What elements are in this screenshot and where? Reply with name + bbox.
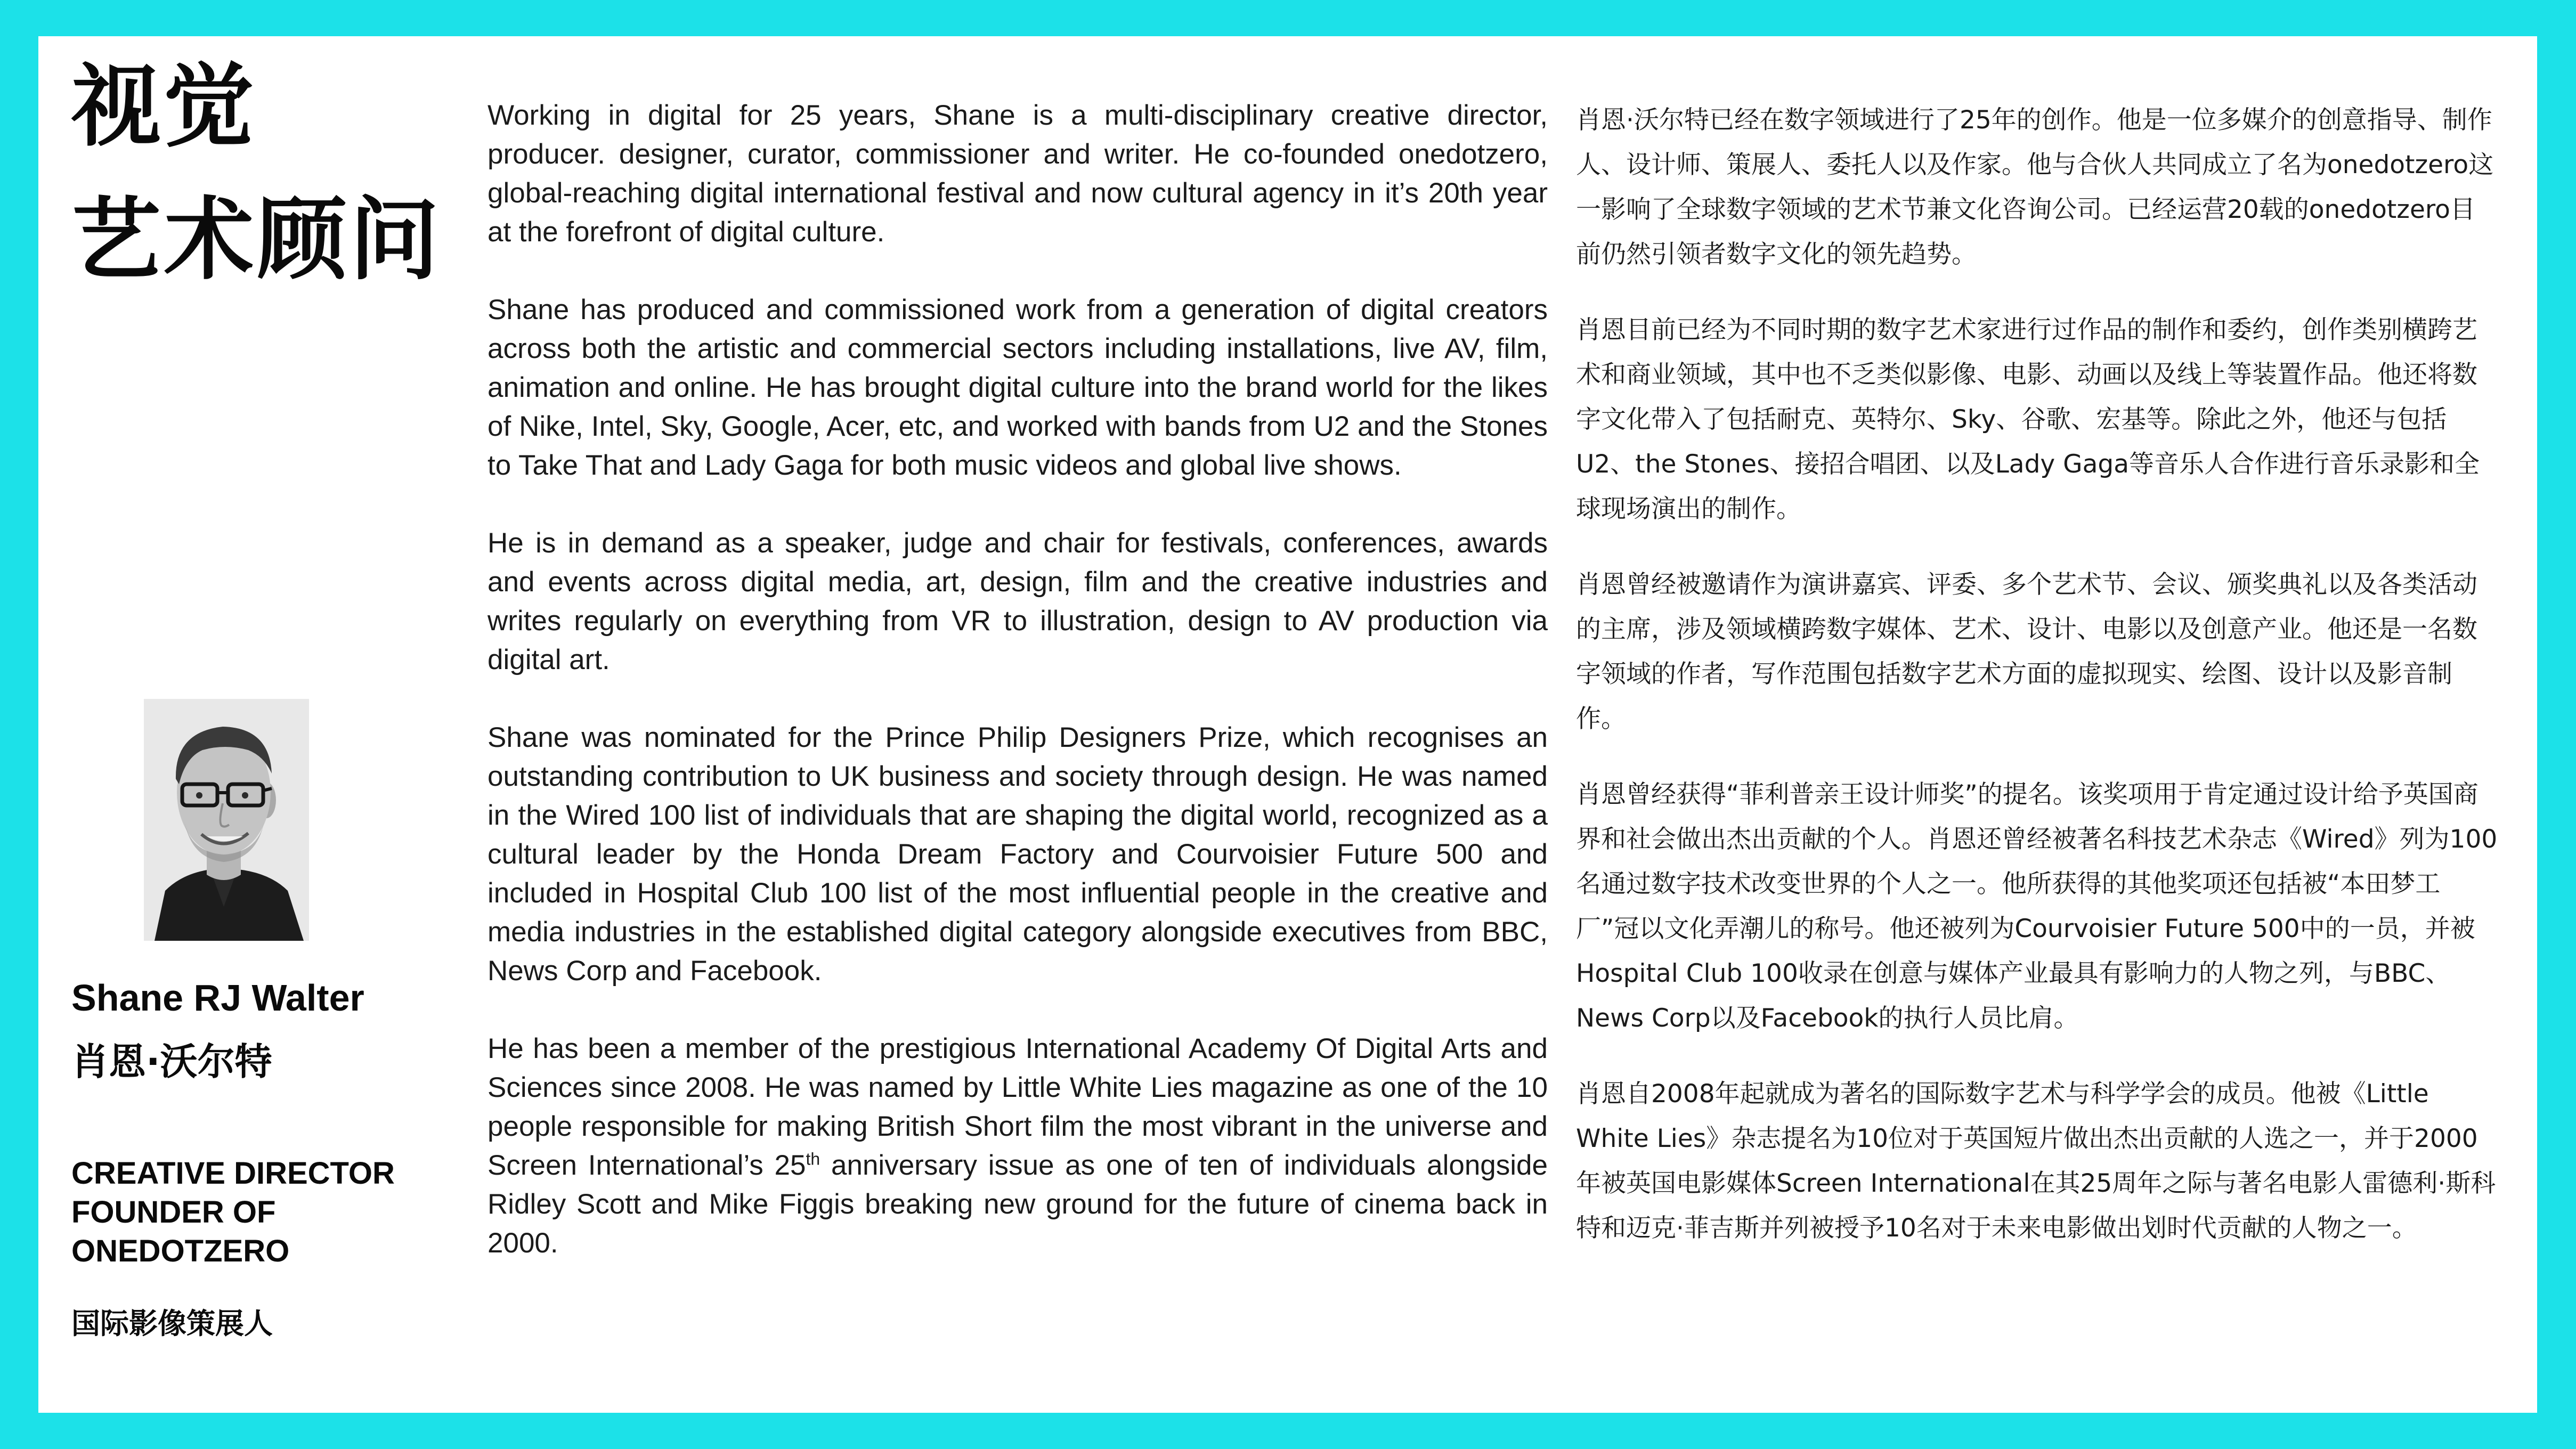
bio-en-p5-text-a: He has been a member of the prestigious International Academy Of Digital Arts and Sciences since 2008. He was named by Little White Lies magazine as one of the 10 people responsible for making British Short film the most vibrant in the universe and Screen International’s 25	[487, 1033, 1548, 1181]
role-list-en	[71, 1154, 395, 1271]
profile-photo	[144, 699, 309, 941]
role-line: FOUNDER OF	[71, 1195, 276, 1230]
page-title-line-2: 艺术顾问	[71, 188, 442, 292]
bio-cn-paragraph-5: 肖恩自2008年起就成为著名的国际数字艺术与科学学会的成员。他被《Little White Lies》杂志提名为10位对于英国短片做出杰出贡献的人选之一，并于2000年被英国电影媒体Screen International在其25周年之际与著名电影人雷德利·斯科特和迈克·菲吉斯并列被授予10名对于未来电影做出划时代贡献的人物之一。	[1576, 1079, 2496, 1243]
role-cn: 国际影像策展人	[71, 1307, 273, 1340]
bio-en-paragraph-1: Working in digital for 25 years, Shane is a multi-disciplinary creative director, producer. designer, curator, commissioner and writer. He co-founded onedotzero, global-reaching digital international festival and now cultural agency in it’s 20th year at the forefront of digital culture.	[487, 100, 1548, 248]
role-line: ONEDOTZERO	[71, 1234, 290, 1268]
person-name-en: Shane RJ Walter	[71, 977, 364, 1019]
portrait-illustration	[144, 699, 309, 941]
ordinal-suffix: th	[806, 1149, 820, 1169]
bio-en-paragraph-3: He is in demand as a speaker, judge and chair for festivals, conferences, awards and events across digital media, art, design, film and the creative industries and writes regularly on everything from VR to illustration, design to AV production via digital art.	[487, 527, 1548, 675]
bio-en-paragraph-4: Shane was nominated for the Prince Philip Designers Prize, which recognises an outstanding contribution to UK business and society through design. He was named in the Wired 100 list of individuals that are shaping the digital world, recognized as a cultural leader by the Honda Dream Factory and Courvoisier Future 500 and included in Hospital Club 100 list of the most influential people in the creative and media industries in the established digital category alongside executives from BBC, News Corp and Facebook.	[487, 722, 1548, 987]
bio-cn-paragraph-4: 肖恩曾经获得“菲利普亲王设计师奖”的提名。该奖项用于肯定通过设计给予英国商界和社会做出杰出贡献的个人。肖恩还曾经被著名科技艺术杂志《Wired》列为100名通过数字技术改变世界的个人之一。他所获得的其他奖项还包括被“本田梦工厂”冠以文化弄潮儿的称号。他还被列为Courvoisier Future 500中的一员，并被Hospital Club 100收录在创意与媒体产业最具有影响力的人物之列，与BBC、 News Corp以及Facebook的执行人员比肩。	[1576, 780, 2498, 1033]
bio-english-column	[487, 96, 1548, 1263]
bio-chinese-column	[1576, 98, 2498, 1251]
bio-cn-paragraph-1: 肖恩·沃尔特已经在数字领域进行了25年的创作。他是一位多媒介的创意指导、制作人、设计师、策展人、委托人以及作家。他与合伙人共同成立了名为onedotzero这一影响了全球数字领域的艺术节兼文化咨询公司。已经运营20载的onedotzero目前仍然引领者数字文化的领先趋势。	[1576, 105, 2494, 269]
page-title-line-1: 视觉	[71, 54, 257, 159]
bio-en-paragraph-2: Shane has produced and commissioned work from a generation of digital creators across both the artistic and commercial sectors including installations, live AV, film, animation and online. He has brought digital culture into the brand world for the likes of Nike, Intel, Sky, Google, Acer, etc, and worked with bands from U2 and the Stones to Take That and Lady Gaga for both music videos and global live shows.	[487, 294, 1548, 481]
bio-en-p5-text-b: anniversary issue as one of ten of individuals alongside Ridley Scott and Mike Figgis breaking new ground for the future of cinema back in 2000.	[487, 1150, 1548, 1259]
bio-cn-paragraph-3: 肖恩曾经被邀请作为演讲嘉宾、评委、多个艺术节、会议、颁奖典礼以及各类活动的主席，涉及领域横跨数字媒体、艺术、设计、电影以及创意产业。他还是一名数字领域的作者，写作范围包括数字艺术方面的虚拟现实、绘图、设计以及影音制作。	[1576, 570, 2477, 734]
content-panel	[38, 36, 2537, 1413]
person-name-cn: 肖恩·沃尔特	[71, 1040, 272, 1084]
bio-en-paragraph-5	[487, 1029, 1548, 1263]
bio-cn-paragraph-2: 肖恩目前已经为不同时期的数字艺术家进行过作品的制作和委约，创作类别横跨艺术和商业领域，其中也不乏类似影像、电影、动画以及线上等装置作品。他还将数字文化带入了包括耐克、英特尔、Sky、谷歌、宏基等。除此之外，他还与包括U2、the Stones、接招合唱团、以及Lady Gaga等音乐人合作进行音乐录影和全球现场演出的制作。	[1576, 315, 2480, 524]
role-line: CREATIVE DIRECTOR	[71, 1156, 395, 1191]
